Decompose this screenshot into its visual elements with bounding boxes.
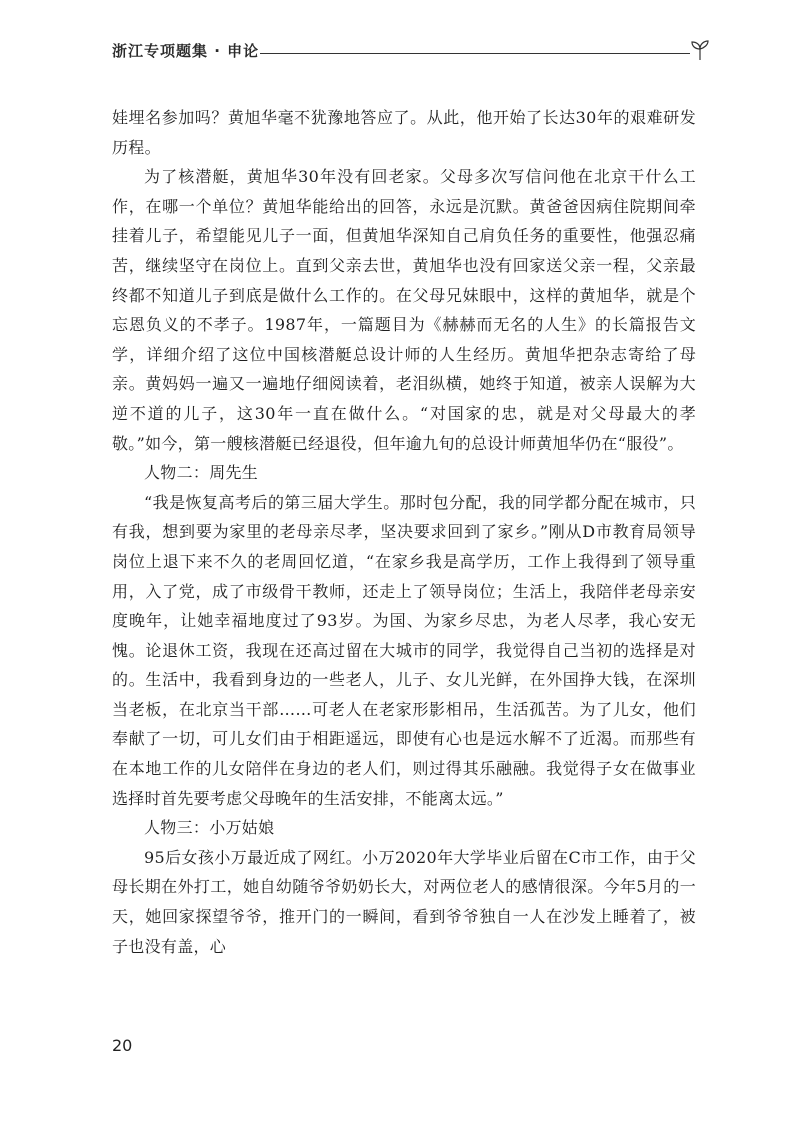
header-rule [260, 53, 690, 54]
paragraph-mr-zhou: “我是恢复高考后的第三届大学生。那时包分配，我的同学都分配在城市，只有我，想到要为家里的老母亲尽孝，坚决要求回到了家乡。”刚从D市教育局领导岗位上退下来不久的老周回忆道，“在家乡我是高学历，工作上我得到了领导重用，入了党，成了市级骨干教师，还走上了领导岗位；生活上，我陪伴老母亲安度晚年，让她幸福地度过了93岁。为国、为家乡尽忠，为老人尽孝，我心安无愧。论退休工资，我现在还高过留在大城市的同学，我觉得自己当初的选择是对的。生活中，我看到身边的一些老人，儿子、女儿光鲜，在外国挣大钱，在深圳当老板，在北京当干部……可老人在老家形影相吊，生活孤苦。为了儿女，他们奉献了一切，可儿女们由于相距遥远，即使有心也是远水解不了近渴。而那些有在本地工作的儿女陪伴在身边的老人们，则过得其乐融融。我觉得子女在做事业选择时首先要考虑父母晚年的生活安排，不能离太远。” [112, 492, 696, 808]
running-header [112, 38, 712, 68]
section-heading-person-three: 人物三：小万姑娘 [144, 818, 275, 838]
paragraph-continuation: 娃埋名参加吗？黄旭华毫不犹豫地答应了。从此，他开始了长达30年的艰难研发历程。 [112, 108, 696, 157]
paragraph-xiao-wan: 95后女孩小万最近成了网红。小万2020年大学毕业后留在C市工作，由于父母长期在外打工，她自幼随爷爷奶奶长大，对两位老人的感情很深。今年5月的一天，她回家探望爷爷，推开门的一瞬间，看到爷爷独自一人在沙发上睡着了，被子也没有盖，心 [112, 847, 696, 956]
header-title: 浙江专项题集 · 申论 [112, 42, 260, 60]
section-heading-person-two: 人物二：周先生 [144, 463, 259, 483]
paragraph-huang-xuhua: 为了核潜艇，黄旭华30年没有回老家。父母多次写信问他在北京干什么工作，在哪一个单位？黄旭华能给出的回答，永远是沉默。黄爸爸因病住院期间牵挂着儿子，希望能见儿子一面，但黄旭华深知自己肩负任务的重要性，他强忍痛苦，继续坚守在岗位上。直到父亲去世，黄旭华也没有回家送父亲一程，父亲最终都不知道儿子到底是做什么工作的。在父母兄妹眼中，这样的黄旭华，就是个忘恩负义的不孝子。1987年，一篇题目为《赫赫而无名的人生》的长篇报告文学，详细介绍了这位中国核潜艇总设计师的人生经历。黄旭华把杂志寄给了母亲。黄妈妈一遍又一遍地仔细阅读着，老泪纵横，她终于知道，被亲人误解为大逆不道的儿子，这30年一直在做什么。“对国家的忠，就是对父母最大的孝敬。”如今，第一艘核潜艇已经退役，但年逾九旬的总设计师黄旭华仍在“服役”。 [112, 167, 696, 453]
sprout-icon [688, 38, 712, 62]
page-number: 20 [112, 1036, 133, 1055]
body-text [112, 103, 696, 961]
